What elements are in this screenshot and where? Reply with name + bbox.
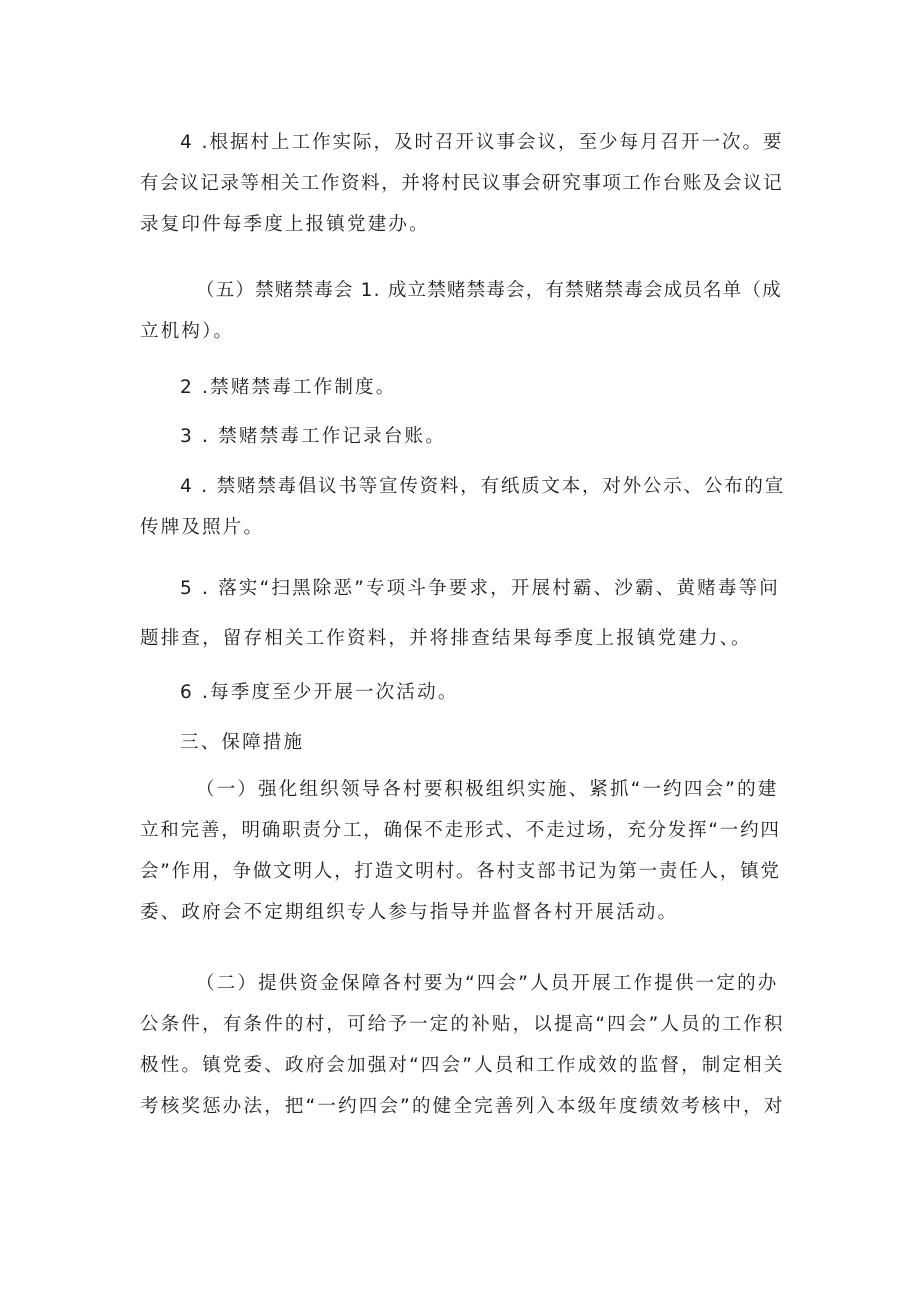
text-line: 考核奖惩办法，把“一约四会”的健全完善列入本级年度绩效考核中，对 — [140, 1096, 785, 1117]
paragraph-organizational-leadership — [140, 769, 785, 933]
paragraph-item-2 — [140, 367, 785, 408]
paragraph-meeting-record — [140, 122, 785, 245]
text-line: （五）禁赌禁毒会 1. 成立禁赌禁毒会，有禁赌禁毒会成员名单（成 — [196, 280, 782, 301]
section-heading-safeguards — [140, 722, 785, 763]
paragraph-item-5 — [140, 568, 785, 659]
text-line: 公条件，有条件的村，可给予一定的补贴，以提高“四会”人员的工作积 — [140, 1014, 785, 1035]
text-line: 传牌及照片。 — [140, 517, 265, 538]
text-line: 立和完善，明确职责分工，确保不走形式、不走过场，充分发挥“一约四 — [140, 820, 781, 841]
text-line: 委、政府会不定期组织专人参与指导并监督各村开展活动。 — [140, 902, 679, 923]
text-line: （二）提供资金保障各村要为“四会”人员开展工作提供一定的办 — [196, 973, 779, 994]
text-line: 4 .根据村上工作实际，及时召开议事会议，至少每月召开一次。要 — [180, 132, 784, 153]
text-line: 3 . 禁赌禁毒工作记录台账。 — [180, 426, 446, 447]
text-line: 有会议记录等相关工作资料，并将村民议事会研究事项工作台账及会议记 — [140, 173, 784, 194]
text-line: 5 . 落实“扫黑除恶”专项斗争要求，开展村霸、沙霸、黄赌毒等问 — [180, 578, 780, 599]
paragraph-item-6 — [140, 672, 785, 713]
paragraph-funding-guarantee — [140, 963, 785, 1127]
text-line: 立机构）。 — [140, 321, 235, 342]
text-line: 题排查，留存相关工作资料，并将排查结果每季度上报镇党建力、。 — [140, 628, 752, 649]
paragraph-item-3 — [140, 416, 785, 457]
text-line: （一）强化组织领导各村要积极组织实施、紧抓“一约四会”的建 — [196, 779, 779, 800]
text-line: 2 .禁赌禁毒工作制度。 — [180, 377, 397, 398]
text-line: 会”作用，争做文明人，打造文明村。各村支部书记为第一责任人，镇党 — [140, 861, 781, 882]
text-line: 6 .每季度至少开展一次活动。 — [180, 682, 459, 703]
text-line: 4 . 禁赌禁毒倡议书等宣传资料，有纸质文本，对外公示、公布的宣 — [180, 476, 786, 497]
paragraph-anti-gambling-committee — [140, 270, 785, 352]
text-line: 三、保障措施 — [180, 732, 305, 753]
paragraph-item-4 — [140, 466, 785, 548]
text-line: 极性。镇党委、政府会加强对“四会”人员和工作成效的监督，制定相关 — [140, 1055, 785, 1076]
text-line: 录复印件每季度上报镇党建办。 — [140, 214, 430, 235]
